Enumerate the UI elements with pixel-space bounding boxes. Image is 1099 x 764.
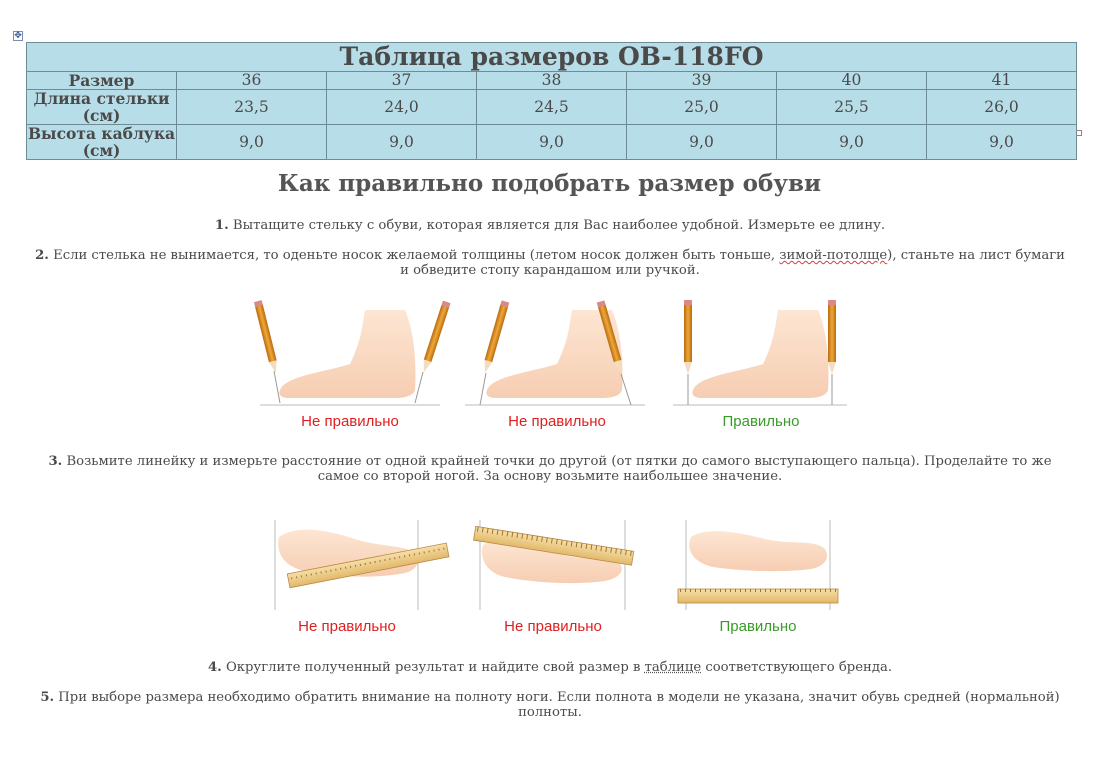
step-3 <box>30 454 1070 484</box>
foot-tracing-right <box>673 300 847 405</box>
ruler-captions <box>265 618 850 638</box>
step-1 <box>30 218 1070 233</box>
step-text: Вытащите стельку с обуви, которая является для Вас наиболее удобной. Измерьте ее длину. <box>232 218 886 233</box>
caption-wrong: Не правильно <box>301 413 399 430</box>
table-row <box>27 125 1077 160</box>
step-number: 1. <box>214 218 229 233</box>
insole-cell: 25,5 <box>777 90 927 125</box>
spellcheck-word: зимой-потолще <box>779 248 888 263</box>
step-5 <box>30 690 1070 720</box>
step-2 <box>30 248 1070 278</box>
insole-cell: 26,0 <box>927 90 1077 125</box>
insole-cell: 24,5 <box>477 90 627 125</box>
table-move-handle-icon[interactable]: ✥ <box>14 31 22 41</box>
heel-cell: 9,0 <box>627 125 777 160</box>
caption-wrong: Не правильно <box>508 413 606 430</box>
step-number: 3. <box>48 454 63 469</box>
caption-right: Правильно <box>719 618 797 635</box>
step-text: соответствующего бренда. <box>701 660 893 675</box>
step-number: 5. <box>40 690 55 705</box>
table-resize-handle[interactable] <box>1076 130 1082 136</box>
heel-cell: 9,0 <box>777 125 927 160</box>
size-cell: 39 <box>627 72 777 90</box>
table-row <box>27 90 1077 125</box>
foot-tracing-wrong-1 <box>254 300 451 405</box>
caption-wrong: Не правильно <box>504 618 602 635</box>
foot-tracing-captions <box>245 413 865 433</box>
step-text: При выборе размера необходимо обратить внимание на полноту ноги. Если полнота в модели не указана, значит обувь средней (нормальной) полноты. <box>58 690 1060 720</box>
ruler-measure-right <box>678 520 838 610</box>
ruler-measure-wrong-2 <box>474 520 634 610</box>
row-label-insole: Длина стельки (см) <box>27 90 177 125</box>
foot-tracing-wrong-2 <box>465 300 645 405</box>
heel-cell: 9,0 <box>327 125 477 160</box>
insole-cell: 25,0 <box>627 90 777 125</box>
caption-wrong: Не правильно <box>298 618 396 635</box>
heel-cell: 9,0 <box>927 125 1077 160</box>
size-table <box>26 42 1077 160</box>
size-cell: 38 <box>477 72 627 90</box>
ruler-measure-wrong-1 <box>275 520 449 610</box>
size-cell: 36 <box>177 72 327 90</box>
row-label-size: Размер <box>27 72 177 90</box>
heel-cell: 9,0 <box>477 125 627 160</box>
size-table-title: Таблица размеров OB-118FO <box>27 43 1077 72</box>
size-cell: 37 <box>327 72 477 90</box>
step-text: ), станьте на лист бумаги и обведите стопу карандашом или ручкой. <box>400 248 1065 278</box>
step-number: 2. <box>35 248 49 263</box>
caption-right: Правильно <box>722 413 800 430</box>
step-number: 4. <box>207 660 222 675</box>
step-4 <box>30 660 1070 675</box>
size-cell: 41 <box>927 72 1077 90</box>
insole-cell: 24,0 <box>327 90 477 125</box>
guide-heading: Как правильно подобрать размер обуви <box>277 170 822 197</box>
step-text: Если стелька не вынимается, то оденьте носок желаемой толщины (летом носок должен быть тоньше, <box>53 248 780 263</box>
size-cell: 40 <box>777 72 927 90</box>
step-text: Округлите полученный результат и найдите свой размер в <box>225 660 645 675</box>
table-row <box>27 72 1077 90</box>
insole-cell: 23,5 <box>177 90 327 125</box>
heel-cell: 9,0 <box>177 125 327 160</box>
step-text: Возьмите линейку и измерьте расстояние от одной крайней точки до другой (от пятки до самого выступающего пальца). Проделайте то же самое со второй ногой. За основу возьмите наибольшее значение. <box>66 454 1052 484</box>
row-label-heel: Высота каблука (см) <box>27 124 176 160</box>
table-link-word: таблице <box>644 660 702 675</box>
ruler-measure-illustration <box>265 515 850 615</box>
